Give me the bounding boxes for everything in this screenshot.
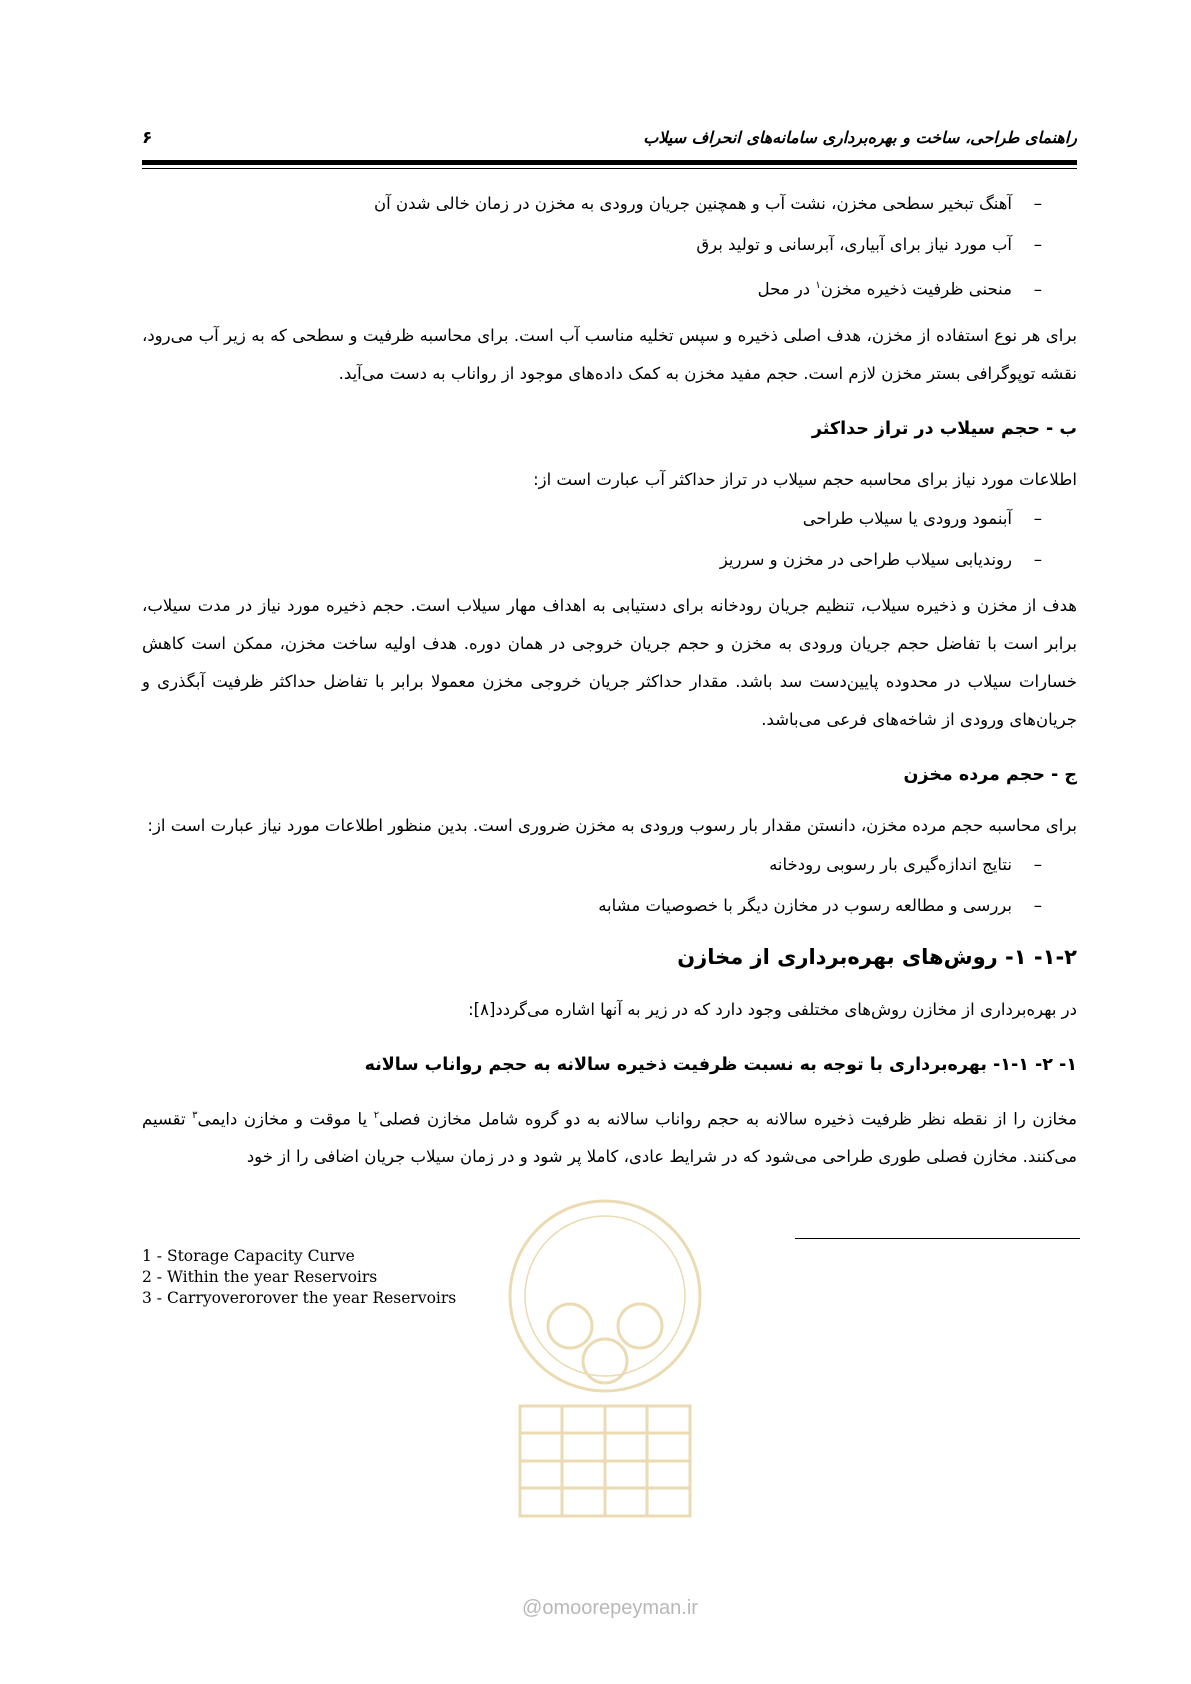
dash-bullet-icon: – [1033,279,1042,299]
paragraph-text: یا موقت و مخازن دایمی [197,1109,374,1128]
list-item [142,190,1042,217]
footnote-3: 3 - Carryoverorover the year Reservoirs [142,1289,457,1307]
bullet-text: نتایج اندازه‌گیری بار رسوبی رودخانه [769,854,1012,874]
section-heading-operation-methods: ۱-۲- ۱- روش‌های بهره‌برداری از مخازن [677,944,1077,969]
dash-bullet-icon: – [1033,549,1042,569]
list-item [142,892,1042,919]
footnote-ref-2: ۲ [373,1109,380,1121]
paragraph-dead-volume: برای محاسبه حجم مرده مخزن، دانستن مقدار بار رسوب ورودی به مخزن ضروری است. بدین منظور اطلاعات مورد نیاز عبارت است از: [147,815,1077,835]
heading-max-flood-volume: ب - حجم سیلاب در تراز حداکثر [811,418,1077,439]
bullet-text: روندیابی سیلاب طراحی در مخزن و سرریز [719,549,1012,569]
footnote-ref-1: ۱ [815,280,821,291]
dash-bullet-icon: – [1033,854,1042,874]
bullet-text: آهنگ تبخیر سطحی مخزن، نشت آب و همچنین جریان ورودی به مخزن در زمان خالی شدن آن [374,194,1012,213]
list-item [142,505,1042,532]
list-item [142,546,1042,573]
bullet-text-tail: در محل [757,279,816,299]
footnote-2: 2 - Within the year Reservoirs [142,1268,378,1286]
list-item [142,231,1042,258]
paragraph-flood-storage: هدف از مخزن و ذخیره سیلاب، تنظیم جریان رودخانه برای دستیابی به اهداف مهار سیلاب است. حجم ذخیره مورد نیاز در مدت سیلاب، برابر است با تفاضل حجم جریان ورودی به مخزن و حجم جریان خروجی در همان دوره. هدف اولیه ساخت مخزن، ممکن است کاهش خسارات سیلاب در محدوده پایین‌دست سد باشد. مقدار حداکثر جریان خروجی مخزن معمولا برابر با تفاضل حداکثر ظرفیت آبگذری و جریان‌های ورودی از شاخه‌های فرعی می‌باشد. [142,595,1077,729]
bullet-text: آبنمود ورودی یا سیلاب طراحی [802,508,1012,528]
list-item [142,272,1042,303]
bullet-text: منحنی ظرفیت ذخیره مخزن [820,279,1012,299]
paragraph-reservoir-types [142,1097,1077,1177]
dash-bullet-icon: – [1033,895,1042,915]
page-body [142,190,1077,1182]
heading-dead-volume: ج - حجم مرده مخزن [903,764,1077,785]
header-rule-thick [142,160,1077,165]
header-rule-thin [142,168,1077,169]
subsection-heading-storage-ratio: ۱- ۲- ۱-۱- بهره‌برداری با توجه به نسبت ظرفیت ذخیره سالانه به حجم رواناب سالانه [364,1054,1077,1075]
dash-bullet-icon: – [1033,235,1042,254]
paragraph-text: مخازن را از نقطه نظر ظرفیت ذخیره سالانه به حجم رواناب سالانه به دو گروه شامل مخازن فصلی [379,1109,1078,1128]
list-item [142,851,1042,878]
page-number: ۶ [142,128,153,148]
watermark-url: @omoorepeyman.ir [522,1597,698,1619]
paragraph-usage: برای هر نوع استفاده از مخزن، هدف اصلی ذخیره و سپس تخلیه مناسب آب است. برای محاسبه ظرفیت و سطحی که به زیر آب می‌رود، نقشه توپوگرافی بستر مخزن لازم است. حجم مفید مخزن به کمک داده‌های موجود از رواناب به دست می‌آید. [142,325,1077,383]
footnote-ref-3: ۳ [192,1109,198,1121]
footnote-1: 1 - Storage Capacity Curve [142,1247,355,1265]
paragraph-required-info: اطلاعات مورد نیاز برای محاسبه حجم سیلاب در تراز حداکثر آب عبارت است از: [533,469,1077,489]
bullet-text: آب مورد نیاز برای آبیاری، آبرسانی و تولید برق [696,235,1012,254]
paragraph-text: تقسیم می‌کنند. مخازن فصلی طوری طراحی می‌شود که در شرایط عادی، کاملا پر شود و در زمان سیلاب جریان اضافی را از خود [142,1109,1077,1166]
dash-bullet-icon: – [1033,194,1042,213]
header-title: راهنمای طراحی، ساخت و بهره‌برداری سامانه‌های انحراف سیلاب [643,128,1077,147]
footnotes [142,1246,542,1309]
watermark-seal-icon [495,1176,715,1536]
paragraph-operation-methods: در بهره‌برداری از مخازن روش‌های مختلفی وجود دارد که در زیر به آنها اشاره می‌گردد[۸]: [468,999,1077,1019]
bullet-text: بررسی و مطالعه رسوب در مخازن دیگر با خصوصیات مشابه [598,895,1012,915]
footnote-separator [795,1238,1080,1239]
dash-bullet-icon: – [1033,508,1042,528]
